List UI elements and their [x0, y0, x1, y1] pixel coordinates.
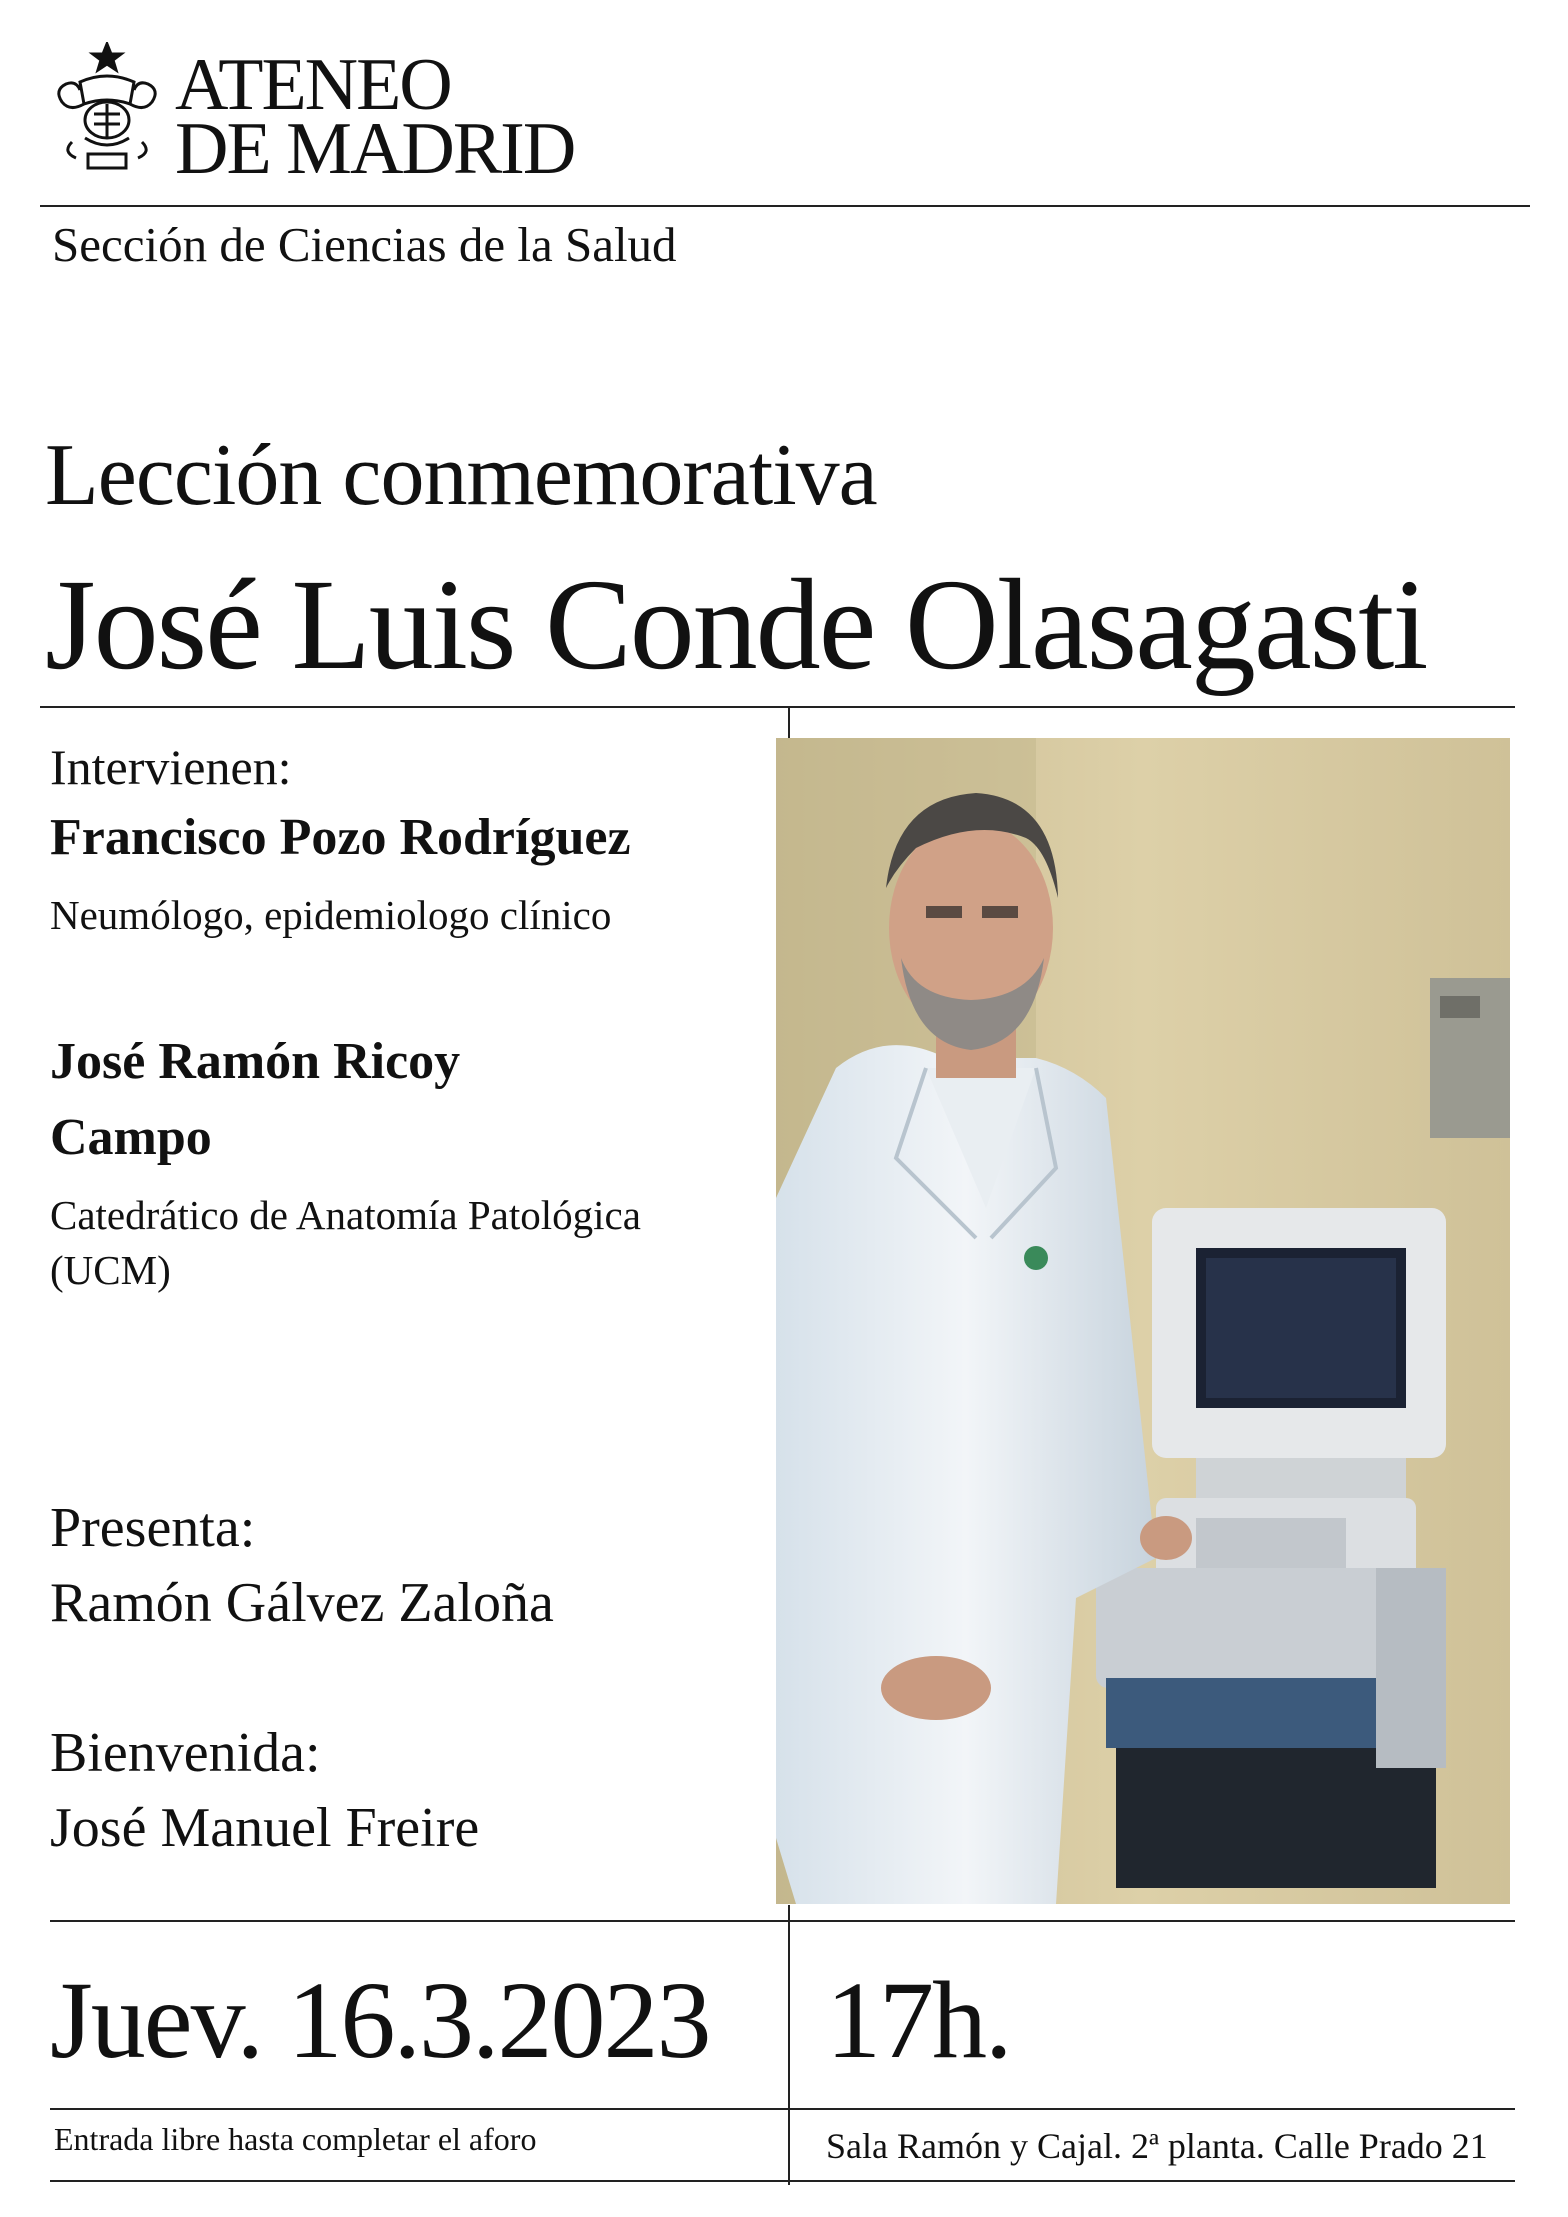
speaker-2-name-line2: Campo	[50, 1109, 212, 1166]
welcome-label: Bienvenida:	[50, 1722, 321, 1784]
presenter-name: Ramón Gálvez Zaloña	[50, 1572, 554, 1634]
speaker-2-role-line1: Catedrático de Anatomía Patológica	[50, 1192, 641, 1238]
speaker-2-name-line1: José Ramón Ricoy	[50, 1033, 461, 1090]
lecture-type: Lección conmemorativa	[45, 427, 877, 524]
column-divider-top	[788, 706, 790, 738]
welcome-name: José Manuel Freire	[50, 1797, 480, 1859]
footer-top-rule	[50, 1920, 1515, 1922]
speaker-2-role-line2: (UCM)	[50, 1247, 171, 1293]
footer-bottom-rule	[50, 2180, 1515, 2182]
footer-middle-rule	[50, 2108, 1515, 2110]
honoree-photo	[776, 738, 1510, 1904]
logo-text-ateneo: ATENEO	[175, 44, 451, 126]
section-name: Sección de Ciencias de la Salud	[52, 217, 677, 272]
title-rule	[40, 706, 1515, 708]
event-time: 17h.	[826, 1959, 1011, 2081]
speaker-1-role: Neumólogo, epidemiologo clínico	[50, 892, 612, 938]
footer-divider	[788, 1905, 790, 2185]
presenter-label: Presenta:	[50, 1497, 256, 1559]
speaker-1-name: Francisco Pozo Rodríguez	[50, 809, 631, 866]
honoree-name: José Luis Conde Olasagasti	[45, 553, 1427, 697]
event-date: Juev. 16.3.2023	[50, 1959, 710, 2081]
ateneo-crest-icon	[50, 42, 165, 172]
header-rule	[40, 205, 1530, 207]
speakers-label: Intervienen:	[50, 739, 292, 795]
venue: Sala Ramón y Cajal. 2ª planta. Calle Prado 21	[826, 2126, 1488, 2166]
entry-note: Entrada libre hasta completar el aforo	[54, 2121, 537, 2157]
logo-text-de-madrid: DE MADRID	[175, 108, 575, 190]
